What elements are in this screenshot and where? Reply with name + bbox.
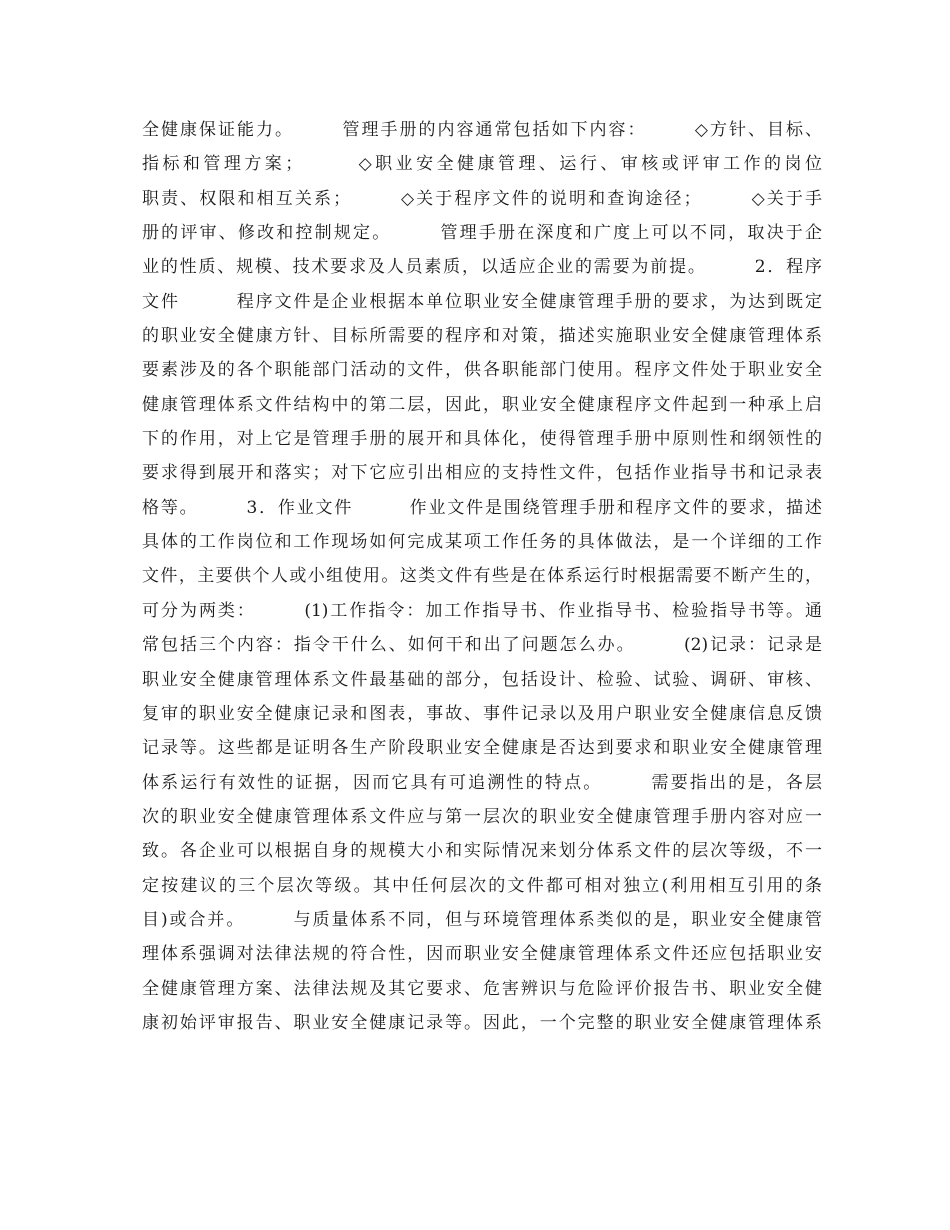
text-line: 致。各企业可以根据自身的规模大小和实际情况来划分体系文件的层次等级，不一 [142, 841, 822, 862]
text-line: 健康管理体系文件结构中的第二层，因此，职业安全健康程序文件起到一种承上启 [142, 394, 822, 415]
text-line: 全健康保证能力。 管理手册的内容通常包括如下内容： ◇方针、目标、 [142, 120, 822, 140]
text-line: 定按建议的三个层次等级。其中任何层次的文件都可相对独立(利用相互引用的条 [142, 875, 822, 896]
text-line: 要素涉及的各个职能部门活动的文件，供各职能部门使用。程序文件处于职业安全 [142, 360, 822, 381]
text-line: 体系运行有效性的证据，因而它具有可追溯性的特点。 需要指出的是，各层 [142, 772, 822, 793]
body-text [142, 113, 822, 1040]
text-line: 文件 程序文件是企业根据本单位职业安全健康管理手册的要求，为达到既定 [142, 291, 822, 312]
text-line: 的职业安全健康方针、目标所需要的程序和对策，描述实施职业安全健康管理体系 [142, 326, 822, 347]
text-line: 文件，主要供个人或小组使用。这类文件有些是在体系运行时根据需要不断产生的， [142, 566, 822, 587]
text-line: 要求得到展开和落实；对下它应引出相应的支持性文件，包括作业指导书和记录表 [142, 463, 822, 484]
text-line: 常包括三个内容：指令干什么、如何干和出了问题怎么办。 (2)记录：记录是 [142, 635, 822, 656]
text-line: 次的职业安全健康管理体系文件应与第一层次的职业安全健康管理手册内容对应一 [142, 806, 822, 827]
text-line: 可分为两类： (1)工作指令：加工作指导书、作业指导书、检验指导书等。通 [142, 600, 822, 621]
text-line: 记录等。这些都是证明各生产阶段职业安全健康是否达到要求和职业安全健康管理 [142, 738, 822, 759]
text-line: 理体系强调对法律法规的符合性，因而职业安全健康管理体系文件还应包括职业安 [142, 944, 822, 965]
text-line: 职责、权限和相互关系； ◇关于程序文件的说明和查询途径； ◇关于手 [142, 188, 822, 209]
text-line: 康初始评审报告、职业安全健康记录等。因此，一个完整的职业安全健康管理体系 [142, 1012, 822, 1033]
text-line: 册的评审、修改和控制规定。 管理手册在深度和广度上可以不同，取决于企 [142, 223, 822, 244]
text-line: 具体的工作岗位和工作现场如何完成某项工作任务的具体做法，是一个详细的工作 [142, 532, 822, 553]
text-line: 格等。 3．作业文件 作业文件是围绕管理手册和程序文件的要求，描述 [142, 497, 822, 518]
text-line: 目)或合并。 与质量体系不同，但与环境管理体系类似的是，职业安全健康管 [142, 909, 822, 930]
text-line: 业的性质、规模、技术要求及人员素质，以适应企业的需要为前提。 2．程序 [142, 257, 822, 278]
text-line: 职业安全健康管理体系文件最基础的部分，包括设计、检验、试验、调研、审核、 [142, 669, 822, 690]
text-line: 复审的职业安全健康记录和图表，事故、事件记录以及用户职业安全健康信息反馈 [142, 703, 822, 724]
text-line: 全健康管理方案、法律法规及其它要求、危害辨识与危险评价报告书、职业安全健 [142, 978, 822, 999]
text-line: 指标和管理方案； ◇职业安全健康管理、运行、审核或评审工作的岗位 [142, 154, 822, 175]
text-line: 下的作用，对上它是管理手册的展开和具体化，使得管理手册中原则性和纲领性的 [142, 429, 822, 450]
